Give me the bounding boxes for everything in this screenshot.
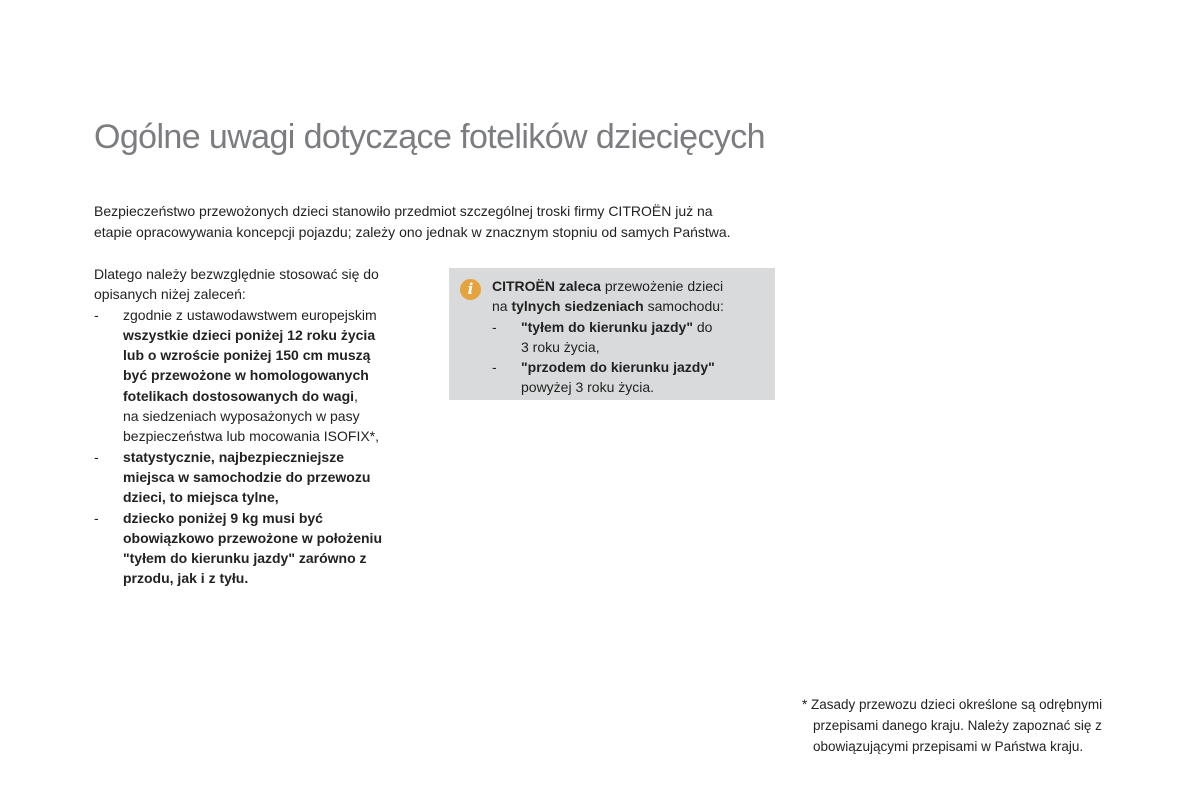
intro-line: etapie opracowywania koncepcji pojazdu; zależy ono jednak w znacznym stopniu od samych Państwa. [94,224,731,240]
footnote-line: przepisami danego kraju. Należy zapoznać się z [813,718,1102,733]
intro-paragraph [94,201,784,243]
item-text: bezpieczeństwa lub mocowania ISOFIX*, [123,428,380,445]
item-comma: , [354,387,358,404]
info-bold-text: "tyłem do kierunku jazdy" [521,318,693,335]
lead-line: Dlatego należy bezwzględnie stosować się do [94,266,379,282]
item-bold-text: dzieci, to miejsca tylne, [123,489,279,506]
footnote-line: * Zasady przewozu dzieci określone są odrębnymi [802,697,1103,712]
page-title: Ogólne uwagi dotyczące fotelików dziecięcych [94,118,765,156]
item-text: zgodnie z ustawodawstwem europejskim [123,306,377,323]
footnote [802,694,1162,757]
list-item [94,447,434,508]
lead-line: opisanych niżej zaleceń: [94,286,246,303]
info-text: 3 roku życia, [521,338,600,355]
info-icon: i [460,279,481,300]
recommendations-column [94,264,434,589]
info-text-line [492,296,765,316]
item-text-line [123,386,434,406]
item-bold-text: lub o wzroście poniżej 150 cm muszą [123,347,371,364]
intro-line: Bezpieczeństwo przewożonych dzieci stanowiło przedmiot szczególnej troski firmy CITROËN już na [94,203,713,219]
recommendations-list [94,305,434,589]
info-text-line [521,317,765,337]
info-text: do [693,318,713,335]
info-bold-text: tylnych siedzeniach [511,298,644,315]
info-text: przewożenie dzieci [600,278,724,294]
list-item [94,305,434,447]
item-text: na siedzeniach wyposażonych w pasy [123,408,360,425]
info-bold-text: "przodem do kierunku jazdy" [521,359,715,376]
bullet-dash: - [94,306,99,323]
bullet-dash: - [492,359,497,376]
item-bold-text: miejsca w samochodzie do przewozu [123,468,371,485]
list-item [492,357,765,398]
item-bold-text: przodu, jak i z tyłu. [123,570,249,587]
recommendations-lead [94,264,434,305]
item-bold-text: być przewożone w homologowanych [123,367,369,384]
bullet-dash: - [94,448,99,465]
info-text-line [492,276,765,296]
list-item [492,317,765,358]
item-bold-text: fotelikach dostosowanych do wagi [123,387,355,404]
item-bold-text: statystycznie, najbezpieczniejsze [123,448,344,465]
item-bold-text: wszystkie dzieci poniżej 12 roku życia [123,326,376,343]
info-list [492,317,765,398]
bullet-dash: - [94,509,99,526]
footnote-line: obowiązującymi przepisami w Państwa kraju. [813,739,1084,754]
item-bold-text: obowiązkowo przewożone w położeniu [123,529,382,546]
list-item [94,508,434,589]
info-bold-text: CITROËN zaleca [492,278,601,294]
info-text: powyżej 3 roku życia. [521,379,655,396]
item-bold-text: "tyłem do kierunku jazdy" zarówno z [123,550,367,567]
item-bold-text: dziecko poniżej 9 kg musi być [123,509,323,526]
bullet-dash: - [492,318,497,335]
recommendation-info-box [449,268,775,400]
info-text: na [492,298,512,315]
info-text: samochodu: [643,298,724,315]
